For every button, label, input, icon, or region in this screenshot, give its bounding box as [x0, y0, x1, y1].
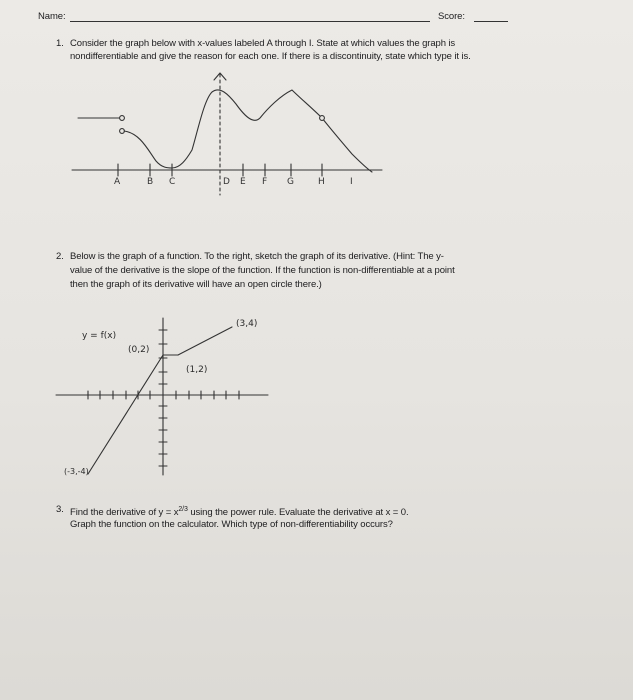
- q3-exponent: 2/3: [178, 506, 188, 513]
- q2-point-0-2: (0,2): [128, 345, 150, 355]
- q1-label-c: C: [169, 177, 176, 187]
- q1-label-d: D: [223, 177, 230, 187]
- q1-main-curve: [124, 90, 372, 172]
- q2-text-line2: value of the derivative is the slope of the function. If the function is non-differentiable at a point: [70, 265, 455, 276]
- q2-point-1-2: (1,2): [186, 365, 208, 375]
- q1-text-line1: Consider the graph below with x-values labeled A through I. State at which values the graph is: [70, 38, 456, 49]
- q1-label-e: E: [240, 177, 246, 187]
- q1-label-h: H: [318, 177, 325, 187]
- q2-graph: [56, 318, 268, 475]
- q1-label-b: B: [147, 177, 154, 187]
- name-label: Name:: [38, 11, 66, 22]
- q2-labels: [64, 319, 257, 476]
- q2-right-line: [178, 327, 232, 355]
- q2-point-neg3-neg4: (-3,-4): [64, 467, 89, 476]
- q1-label-a: A: [114, 177, 121, 187]
- q2-function-label: y = f(x): [82, 331, 117, 341]
- q3-number: 3.: [56, 504, 64, 515]
- q2-text-line1: Below is the graph of a function. To the right, sketch the graph of its derivative. (Hint: The y-: [70, 251, 444, 262]
- q1-open-circle-h: [320, 116, 325, 121]
- score-label: Score:: [438, 11, 465, 22]
- q3-text-line2: Graph the function on the calculator. Which type of non-differentiability occurs?: [70, 519, 393, 530]
- q1-text-line2: nondifferentiable and give the reason for each one. If there is a discontinuity, state which type it is.: [70, 51, 471, 62]
- q2-left-line: [88, 355, 163, 474]
- q1-number: 1.: [56, 38, 64, 49]
- q1-label-i: I: [350, 177, 353, 187]
- q2-text-line3: then the graph of its derivative will have an open circle there.): [70, 279, 322, 290]
- q1-label-g: G: [287, 177, 294, 187]
- q1-open-circle-upper: [120, 116, 125, 121]
- q2-point-3-4: (3,4): [236, 319, 258, 329]
- q1-point-labels: [114, 177, 353, 187]
- q2-number: 2.: [56, 251, 64, 262]
- q3-line1-post: using the power rule. Evaluate the derivative at x = 0.: [187, 507, 409, 519]
- q3-line1-pre: Find the derivative of y = x: [70, 507, 179, 519]
- q1-label-f: F: [262, 177, 268, 187]
